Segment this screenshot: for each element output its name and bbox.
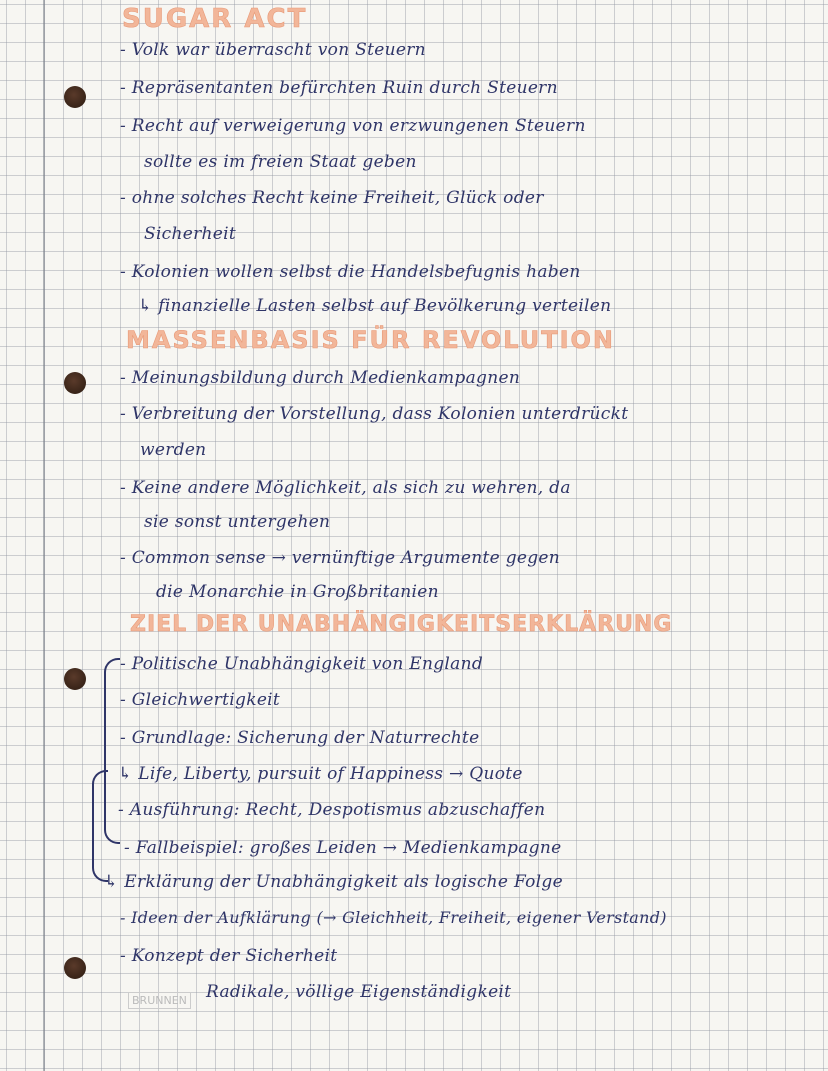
- note-line: - Common sense → vernünftige Argumente gegen: [120, 548, 561, 568]
- note-line: die Monarchie in Großbritanien: [156, 582, 439, 602]
- note-line: - Ausführung: Recht, Despotismus abzuschaffen: [118, 800, 546, 820]
- note-line: werden: [140, 440, 207, 460]
- heading-ziel: ZIEL DER UNABHÄNGIGKEITSERKLÄRUNG: [130, 612, 673, 637]
- note-line: Radikale, völlige Eigenständigkeit: [206, 982, 512, 1002]
- margin-line: [43, 0, 45, 1071]
- note-line: - Konzept der Sicherheit: [120, 946, 338, 966]
- note-line: - Kolonien wollen selbst die Handelsbefugnis haben: [120, 262, 581, 282]
- punch-hole: [64, 86, 86, 108]
- note-line: - Fallbeispiel: großes Leiden → Medienkampagne: [124, 838, 562, 858]
- punch-hole: [64, 668, 86, 690]
- note-line: - Verbreitung der Vorstellung, dass Kolonien unterdrückt: [120, 404, 629, 424]
- note-line: Sicherheit: [144, 224, 237, 244]
- note-line: - Meinungsbildung durch Medienkampagnen: [120, 368, 521, 388]
- punch-hole: [64, 372, 86, 394]
- bracket: [92, 770, 108, 882]
- note-line: sollte es im freien Staat geben: [144, 152, 417, 172]
- note-line: - Keine andere Möglichkeit, als sich zu wehren, da: [120, 478, 571, 498]
- note-line: - Ideen der Aufklärung (→ Gleichheit, Freiheit, eigener Verstand): [120, 908, 667, 927]
- heading-sugar-act: SUGAR ACT: [122, 4, 308, 34]
- brunnen-stamp: BRUNNEN: [128, 992, 191, 1009]
- heading-massenbasis: MASSENBASIS FÜR REVOLUTION: [126, 326, 616, 354]
- note-line: ↳ Erklärung der Unabhängigkeit als logische Folge: [104, 872, 563, 892]
- note-line: - Volk war überrascht von Steuern: [120, 40, 426, 60]
- note-line: ↳ Life, Liberty, pursuit of Happiness → Quote: [118, 764, 523, 784]
- note-line: - Grundlage: Sicherung der Naturrechte: [120, 728, 480, 748]
- note-line: - Gleichwertigkeit: [120, 690, 281, 710]
- note-line: - Repräsentanten befürchten Ruin durch Steuern: [120, 78, 558, 98]
- note-line: - ohne solches Recht keine Freiheit, Glück oder: [120, 188, 544, 208]
- note-line: - Politische Unabhängigkeit von England: [120, 654, 484, 674]
- note-line: - Recht auf verweigerung von erzwungenen Steuern: [120, 116, 586, 136]
- note-line: ↳ finanzielle Lasten selbst auf Bevölkerung verteilen: [138, 296, 612, 316]
- punch-hole: [64, 957, 86, 979]
- note-line: sie sonst untergehen: [144, 512, 331, 532]
